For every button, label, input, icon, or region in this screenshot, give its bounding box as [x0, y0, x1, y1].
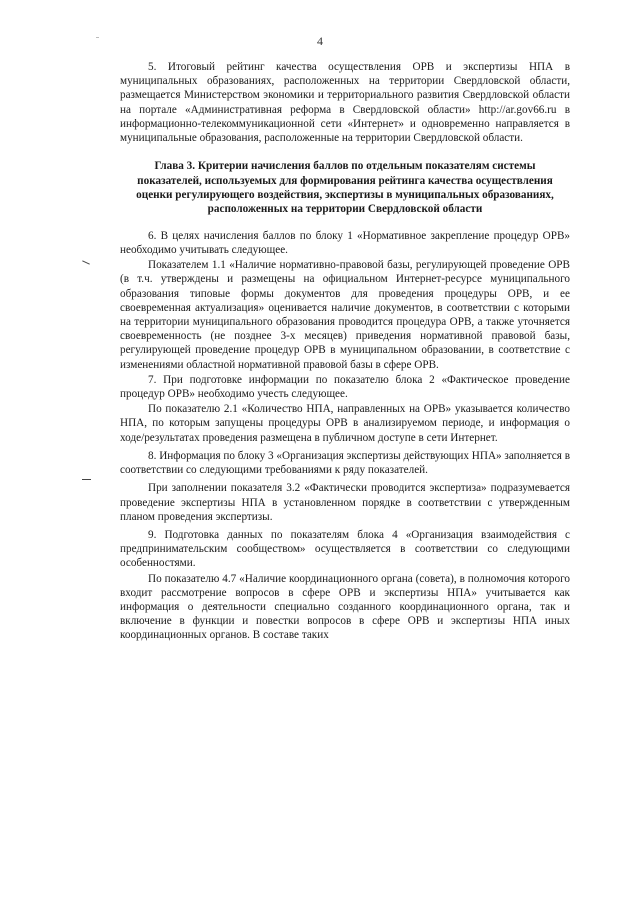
document-body [120, 60, 570, 647]
paragraph-9: 9. Подготовка данных по показателям блока 4 «Организация взаимодействия с предпринимательским сообществом» осуществляется в соответствии со следующими особенностями. [120, 528, 570, 570]
paragraph-7: 7. При подготовке информации по показателю блока 2 «Фактическое проведение процедур ОРВ» необходимо учесть следующее. [120, 373, 570, 401]
paragraph-9-indicator-4-7: По показателю 4.7 «Наличие координационного органа (совета), в полномочия которого входит рассмотрение вопросов в сфере ОРВ и экспертизы НПА» учитывается как информация о деятельности специально созданного координационного органа, так и включение в функции и повестки вопросов в сфере ОРВ и экспертизы НПА иных координационных органов. В составе таких [120, 572, 570, 642]
scan-speck [96, 37, 99, 38]
paragraph-6-indicator-1-1: Показателем 1.1 «Наличие нормативно-правовой базы, регулирующей проведение ОРВ (в т.ч. утверждены и размещены на официальном Интернет-ресурсе муниципального образования типовые формы документов для проведения процедуры ОРВ, и ее своевременная актуализация» оценивается наличие документов, в соответствии с которыми на территории муниципального образования проводится процедура ОРВ, а также уточняется своевременность (не позднее 3-х месяцев) приведения нормативной правовой базы, регулирующей проведение процедур ОРВ в муниципальном образовании, в соответствие с изменениями областной нормативной правовой базы в сфере ОРВ. [120, 259, 570, 371]
paragraph-8-indicator-3-2: При заполнении показателя 3.2 «Фактически проводится экспертиза» подразумевается проведение экспертизы НПА в установленном порядке в соответствии с утвержденным планом проведения экспертизы. [120, 482, 570, 523]
margin-pen-mark [82, 260, 90, 264]
paragraph-7-indicator-2-1: По показателю 2.1 «Количество НПА, направленных на ОРВ» указывается количество НПА, по которым запущены процедуры ОРВ в анализируемом периоде, и информация о ходе/результатах проведения размещена в публичном доступе в сети Интернет. [120, 403, 570, 444]
chapter-heading: Глава 3. Критерии начисления баллов по отдельным показателям системы показателей, используемых для формирования рейтинга качества осуществления оценки регулирующего воздействия, экспертизы в муниципальных образованиях, расположенных на территории Свердловской области [136, 160, 554, 216]
paragraph-8: 8. Информация по блоку 3 «Организация экспертизы действующих НПА» заполняется в соответствии со следующими требованиями к ряду показателей. [120, 449, 570, 477]
paragraph-5: 5. Итоговый рейтинг качества осуществления ОРВ и экспертизы НПА в муниципальных образованиях, расположенных на территории Свердловской области, размещается Министерством экономики и территориального развития Свердловской области на портале «Административная реформа в Свердловской области» http://ar.gov66.ru в информационно-телекоммуникационной сети «Интернет» и одновременно направляется в муниципальные образования, расположенные на территории Свердловской области. [120, 61, 570, 145]
page-number: 4 [317, 34, 323, 48]
margin-pen-mark [82, 479, 91, 480]
paragraph-6: 6. В целях начисления баллов по блоку 1 «Нормативное закрепление процедур ОРВ» необходимо учитывать следующее. [120, 229, 570, 257]
